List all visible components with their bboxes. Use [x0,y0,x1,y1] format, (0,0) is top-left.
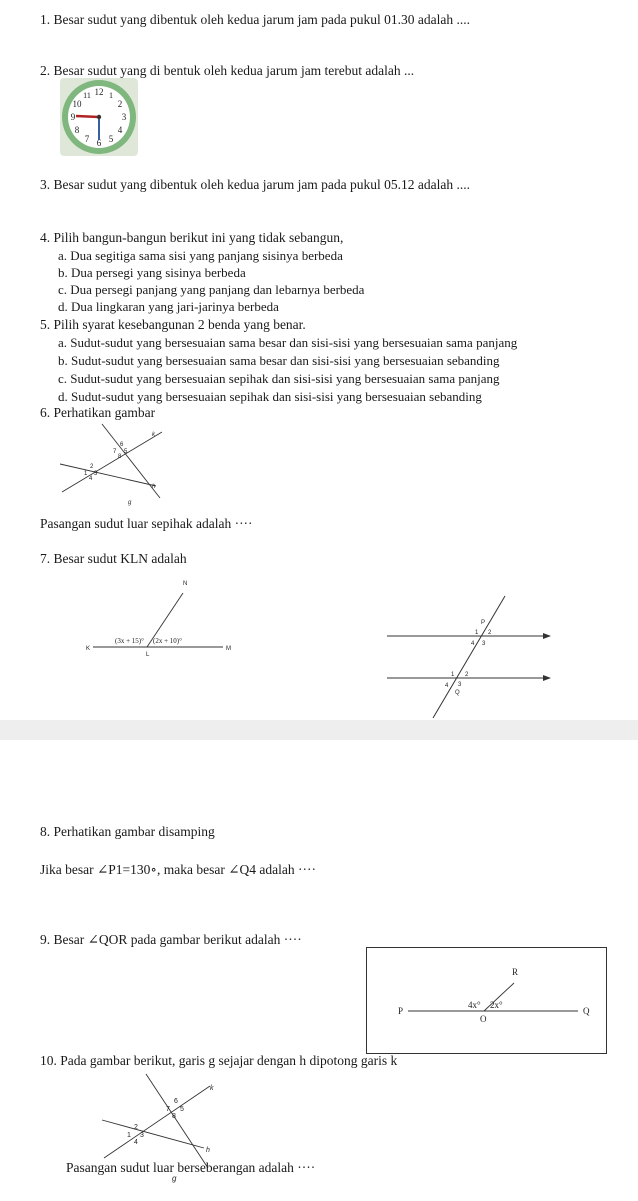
question-5-option-d: d. Sudut-sudut yang bersesuaian sepihak dan sisi-sisi yang bersesuaian sebanding [58,389,482,404]
parallel-lines-figure-q6 [60,420,170,505]
question-4-option-d: d. Dua lingkaran yang jari-jarinya berbeda [58,299,279,314]
angle-2: 2 [90,464,94,470]
clock-hour-hand [76,116,99,117]
label-Q: Q [455,690,460,696]
transversal [433,596,505,718]
clock-number: 5 [108,134,114,144]
line-k [62,432,162,492]
angle-expression-left: 4x° [468,1000,481,1010]
clock-number: 3 [121,112,127,122]
question-9: 9. Besar ∠QOR pada gambar berikut adalah ···· [40,932,302,947]
angle-Q2: 2 [465,672,469,678]
question-5-option-a: a. Sudut-sudut yang bersesuaian sama besar dan sisi-sisi yang bersesuaian sama panjang [58,335,518,350]
label-N: N [183,581,188,587]
angle-2: 2 [134,1124,138,1131]
label-g-q10 [170,1170,182,1184]
question-10: 10. Pada gambar berikut, garis g sejajar dengan h dipotong garis k [40,1053,398,1068]
angle-3: 3 [140,1132,144,1139]
question-4-option-b: b. Dua persegi yang sisinya berbeda [58,265,246,280]
label-k: k [210,1085,214,1092]
question-5-option-b: b. Sudut-sudut yang bersesuaian sama besar dan sisi-sisi yang bersesuaian sebanding [58,353,500,368]
label-h: h [206,1147,210,1154]
label-P: P [481,620,486,626]
angle-P3: 3 [482,641,486,647]
question-4-option-c: c. Dua persegi panjang yang panjang dan lebarnya berbeda [58,282,365,297]
line-transversal [146,1074,208,1168]
angle-1: 1 [127,1132,131,1139]
label-h: h [152,484,156,490]
question-4: 4. Pilih bangun-bangun berikut ini yang tidak sebangun, [40,230,344,245]
clock-number: 10 [72,99,82,109]
question-3: 3. Besar sudut yang dibentuk oleh kedua jarum jam pada pukul 05.12 adalah .... [40,177,471,192]
label-P: P [398,1006,404,1016]
clock-number: 11 [83,91,91,100]
clock-number: 1 [109,91,113,100]
angle-4: 4 [134,1139,138,1146]
question-2: 2. Besar sudut yang di bentuk oleh kedua jarum jam terebut adalah ... [40,63,415,78]
angle-4: 4 [89,476,93,482]
angle-Q3: 3 [458,682,462,688]
label-g: g [128,500,132,506]
angle-expression-left: (3x + 15)° [115,637,144,645]
angle-7: 7 [113,449,117,455]
question-5: 5. Pilih syarat kesebangunan 2 benda yang benar. [40,317,306,332]
label-Q: Q [583,1006,590,1016]
question-5-option-c: c. Sudut-sudut yang bersesuaian sepihak dan sisi-sisi yang bersesuaian sama panjang [58,371,500,386]
angle-8: 8 [172,1113,176,1120]
angle-3: 3 [94,471,98,477]
clock-number: 12 [94,87,104,97]
angle-5: 5 [124,449,128,455]
clock-number: 2 [117,99,123,109]
clock-image [60,78,138,156]
label-L: L [146,652,150,658]
angle-kln-figure [85,575,260,660]
question-6: 6. Perhatikan gambar [40,405,156,420]
label-O: O [480,1014,487,1024]
question-7: 7. Besar sudut KLN adalah [40,551,187,566]
question-4-option-a: a. Dua segitiga sama sisi yang panjang sisinya berbeda [58,248,343,263]
clock-number: 7 [84,134,90,144]
angle-expression-right: (2x + 10)° [153,637,182,645]
parallel-lines-figure-q8 [385,590,555,720]
question-6-prompt: Pasangan sudut luar sepihak adalah ···· [40,516,253,531]
angle-expression-right: 2x° [490,1000,503,1010]
label-M: M [226,646,231,652]
angle-6: 6 [120,442,124,448]
label-k: k [152,432,155,438]
angle-P1: 1 [475,630,479,636]
angle-P2: 2 [488,630,492,636]
label-R: R [512,967,519,977]
angle-qor-figure [366,947,606,1052]
angle-5: 5 [180,1106,184,1113]
angle-Q1: 1 [451,672,455,678]
angle-8: 8 [118,454,122,460]
angle-6: 6 [174,1098,178,1105]
clock-number: 6 [96,138,102,148]
label-K: K [86,646,91,652]
question-1: 1. Besar sudut yang dibentuk oleh kedua jarum jam pada pukul 01.30 adalah .... [40,12,471,27]
angle-1: 1 [84,471,88,477]
clock-number: 8 [74,125,80,135]
clock-number: 4 [117,125,123,135]
question-8: 8. Perhatikan gambar disamping [40,824,215,839]
question-10-prompt: Pasangan sudut luar berseberangan adalah ···· [66,1160,316,1175]
angle-P4: 4 [471,641,475,647]
separator-band [0,720,638,740]
question-8-prompt: Jika besar ∠P1=130∘, maka besar ∠Q4 adalah ···· [40,862,317,877]
svg-text:g: g [172,1174,177,1183]
clock-number: 9 [70,112,76,122]
angle-7: 7 [166,1106,170,1113]
angle-Q4: 4 [445,683,449,689]
